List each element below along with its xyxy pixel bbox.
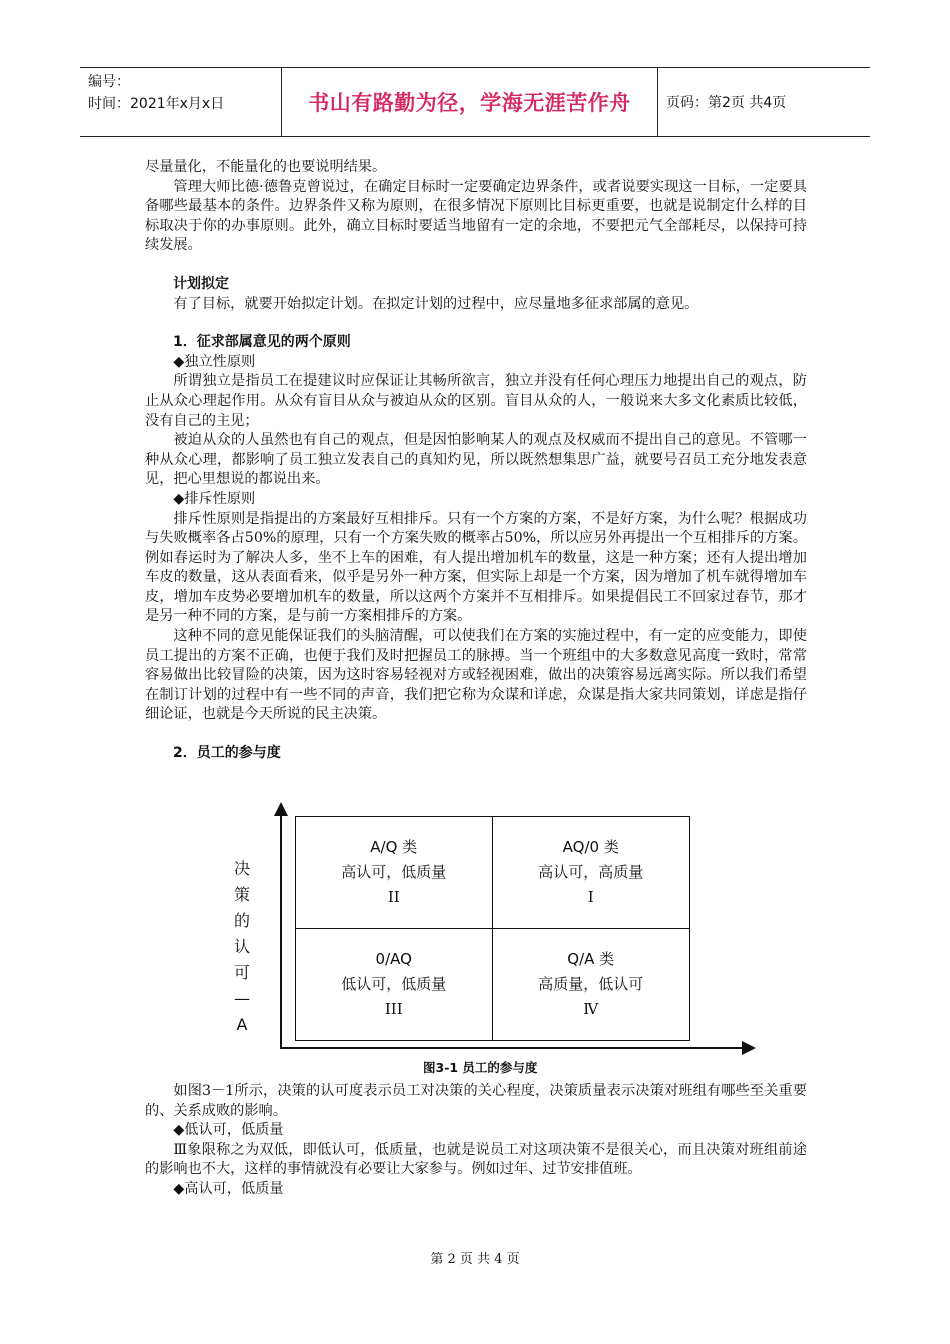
quadrant-desc: 高认可，高质量 [538,862,644,881]
quadrant-number: Ⅳ [583,999,599,1018]
y-axis-arrow-icon [274,802,288,816]
quadrant-number: I [587,887,594,906]
body-text-bottom [145,1082,807,1200]
section-heading-principles: 1．征求部属意见的两个原则 [173,334,351,351]
quadrant-iv [493,929,690,1041]
paragraph: 这种不同的意见能保证我们的头脑清醒，可以使我们在方案的实施过程中，有一定的应变能力，即使员工提出的方案不正确，也便于我们及时把握员工的脉搏。当一个班组中的大多数意见高度一致时，常常容易做出比较冒险的决策，因为这时容易轻视对方或轻视困难，做出的决策容易远离实际。所以我们希望在制订计划的过程中有一些不同的声音，我们把它称为众谋和详虑，众谋是指大家共同策划，详虑是指仔细论证，也就是今天所说的民主决策。 [145,628,807,723]
paragraph: 尽量量化，不能量化的也要说明结果。 [145,159,387,175]
paragraph: 排斥性原则是指提出的方案最好互相排斥。只有一个方案的方案，不是好方案，为什么呢？根据成功与失败概率各占50%的原理，只有一个方案失败的概率占50%，所以应另外再提出一个互相排斥的方案。例如春运时为了解决人多，坐不上车的困难，有人提出增加机车的数量，这是一种方案；还有人提出增加车皮的数量，这从表面看来，似乎是另外一种方案，但实际上却是一个方案，因为增加了机车就得增加车皮，增加车皮势必要增加机车的数量，所以这两个方案并不互相排斥。如果提倡民工不回家过春节，那才是另一种不同的方案，是与前一方案相排斥的方案。 [145,510,807,625]
quadrant-i [493,817,690,929]
paragraph: 所谓独立是指员工在提建议时应保证让其畅所欲言，独立并没有任何心理压力地提出自己的观点，防止从众心理起作用。从众有盲目从众与被迫从众的区别。盲目从众的人，一般说来大多文化素质比较低，没有自己的主见； [145,373,807,429]
doc-number-label: 编号： [88,74,130,90]
quadrant-type: Q/A 类 [567,949,615,968]
y-axis-line [280,806,282,1049]
page-footer: 第 2 页 共 4 页 [430,1252,520,1267]
quadrant-type: A/Q 类 [370,837,418,856]
bullet-exclusivity: ◆排斥性原则 [173,490,256,507]
figure-caption: 图3-1 员工的参与度 [423,1060,538,1075]
body-text-top [145,158,807,764]
bullet-high-low: ◆高认可，低质量 [173,1180,284,1197]
y-axis-label: 决策的认可—A [233,859,250,1034]
bullet-low-low: ◆低认可，低质量 [173,1122,284,1139]
paragraph: 如图3－1所示，决策的认可度表示员工对决策的关心程度，决策质量表示决策对班组有哪些至关重要的、关系成败的影响。 [145,1083,807,1119]
section-heading-plan: 计划拟定 [173,275,229,292]
quadrant-desc: 高质量，低认可 [538,974,644,993]
quadrant-number: III [384,999,403,1018]
section-heading-participation: 2．员工的参与度 [173,745,281,762]
quadrant-grid [295,816,690,1041]
paragraph: 有了目标，就要开始拟定计划。在拟定计划的过程中，应尽量地多征求部属的意见。 [173,295,699,312]
x-axis-arrow-icon [742,1041,756,1055]
header-motto: 书山有路勤为径，学海无涯苦作舟 [282,68,658,136]
header-table [80,67,870,137]
quadrant-type: AQ/0 类 [562,837,619,856]
paragraph: 被迫从众的人虽然也有自己的观点，但是因怕影响某人的观点及权威而不提出自己的意见。不管哪一种从众心理，都影响了员工独立发表自己的真知灼见，所以既然想集思广益，就要号召员工充分地发表意见，把心里想说的都说出来。 [145,432,807,488]
header-meta [80,68,282,136]
quadrant-ii [296,817,493,929]
bullet-independence: ◆独立性原则 [173,353,256,370]
participation-quadrant-figure [218,806,763,1086]
quadrant-type: 0/AQ [375,949,412,968]
quadrant-desc: 高认可，低质量 [341,862,447,881]
x-axis-line [280,1047,750,1049]
quadrant-iii [296,929,493,1041]
paragraph: 管理大师比德·德鲁克曾说过，在确定目标时一定要确定边界条件，或者说要实现这一目标，一定要具备哪些最基本的条件。边界条件又称为原则，在很多情况下原则比目标更重要，也就是说制定什么样的目标取决于你的办事原则。此外，确立目标时要适当地留有一定的余地，不要把元气全部耗尽，以保持可持续发展。 [145,178,807,254]
doc-time-label: 时间：2021年x月x日 [88,96,225,112]
header-page-info: 页码：第2页 共4页 [666,95,787,111]
quadrant-desc: 低认可，低质量 [341,974,447,993]
paragraph: Ⅲ象限称之为双低，即低认可，低质量，也就是说员工对这项决策不是很关心，而且决策对班组前途的影响也不大，这样的事情就没有必要让大家参与。例如过年、过节安排值班。 [145,1141,807,1178]
quadrant-number: II [387,887,400,906]
